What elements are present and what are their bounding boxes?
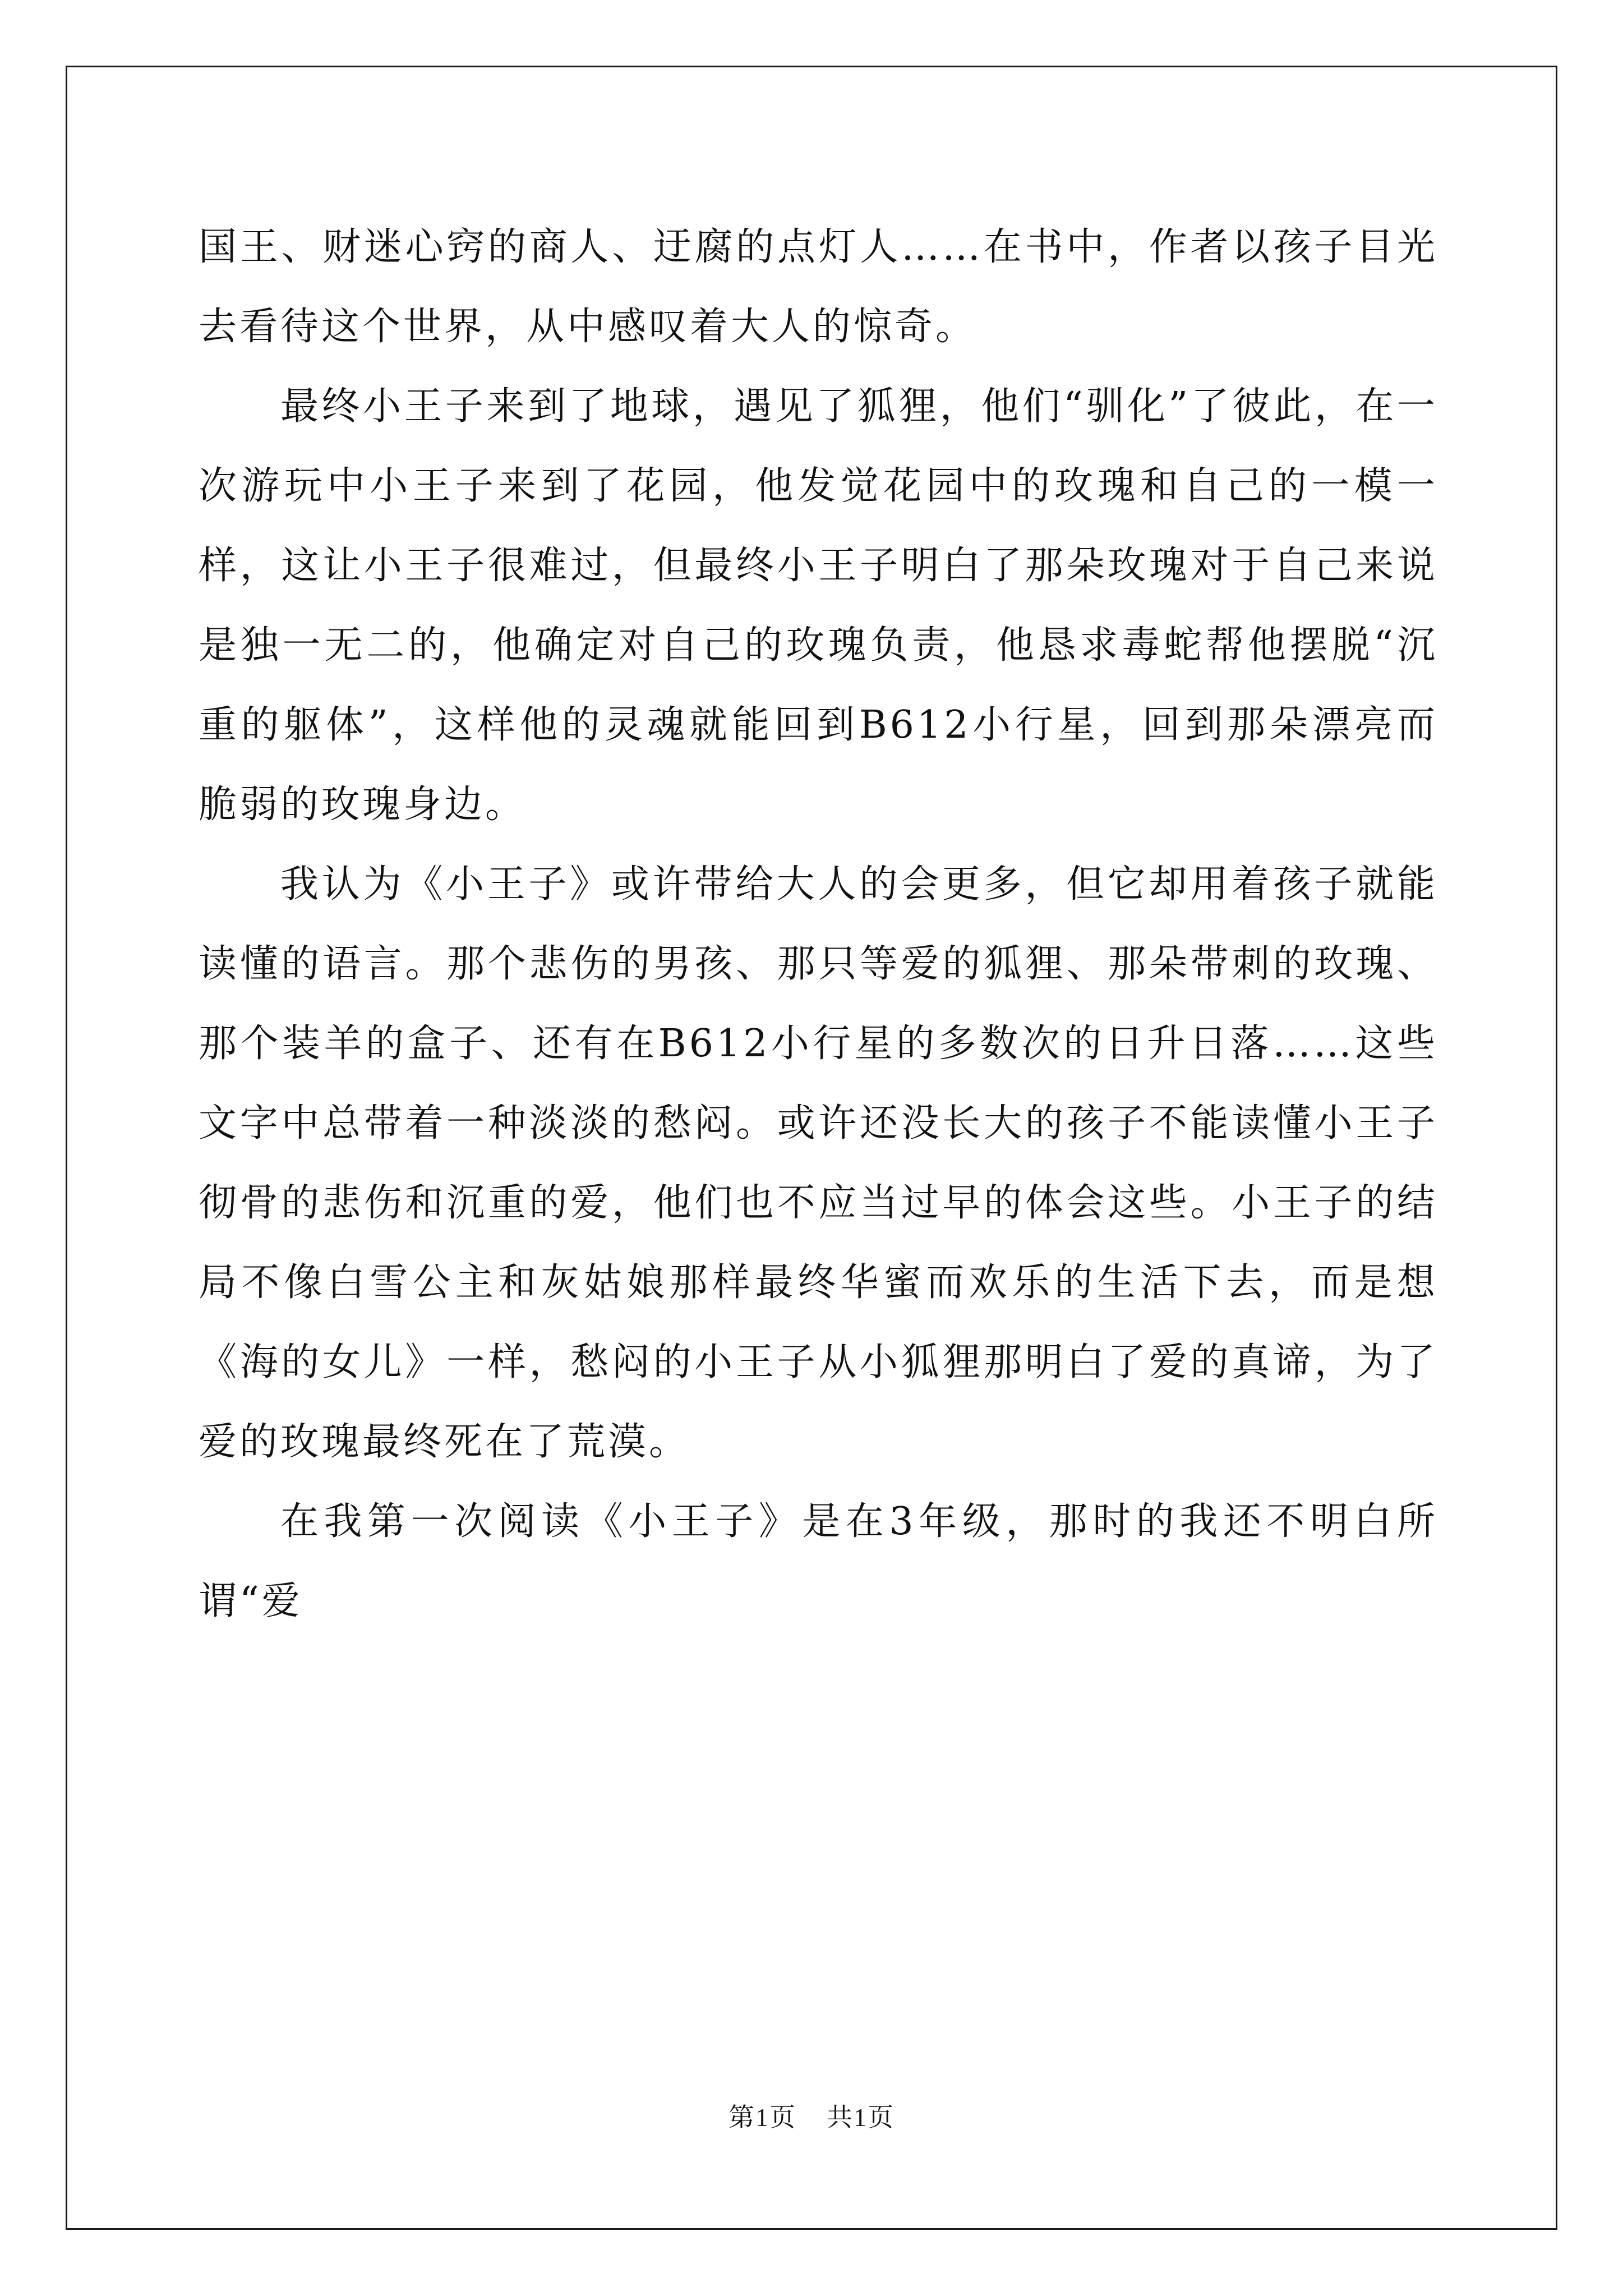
page-number: 第1页 (728, 2103, 796, 2132)
page-footer (0, 2097, 1623, 2134)
paragraph-2: 最终小王子来到了地球，遇见了狐狸，他们“驯化”了彼此，在一次游玩中小王子来到了花园，他发觉花园中的玫瑰和自己的一模一样，这让小王子很难过，但最终小王子明白了那朵玫瑰对于自己来说是独一无二的，他确定对自己的玫瑰负责，他恳求毒蛇帮他摆脱“沉重的躯体”，这样他的灵魂就能回到B612小行星，回到那朵漂亮而脆弱的玫瑰身边。 (199, 384, 1438, 827)
page-total: 共1页 (827, 2103, 895, 2132)
paragraph-1: 国王、财迷心窍的商人、迂腐的点灯人……在书中，作者以孩子目光去看待这个世界，从中感叹着大人的惊奇。 (199, 225, 1438, 349)
paragraph-4: 在我第一次阅读《小王子》是在3年级，那时的我还不明白所谓“爱 (199, 1499, 1438, 1623)
document-body (199, 208, 1438, 1641)
paragraph-3: 我认为《小王子》或许带给大人的会更多，但它却用着孩子就能读懂的语言。那个悲伤的男孩、那只等爱的狐狸、那朵带刺的玫瑰、那个装羊的盒子、还有在B612小行星的多数次的日升日落……这些文字中总带着一种淡淡的愁闷。或许还没长大的孩子不能读懂小王子彻骨的悲伤和沉重的爱，他们也不应当过早的体会这些。小王子的结局不像白雪公主和灰姑娘那样最终华蜜而欢乐的生活下去，而是想《海的女儿》一样，愁闷的小王子从小狐狸那明白了爱的真谛，为了爱的玫瑰最终死在了荒漠。 (199, 862, 1438, 1464)
